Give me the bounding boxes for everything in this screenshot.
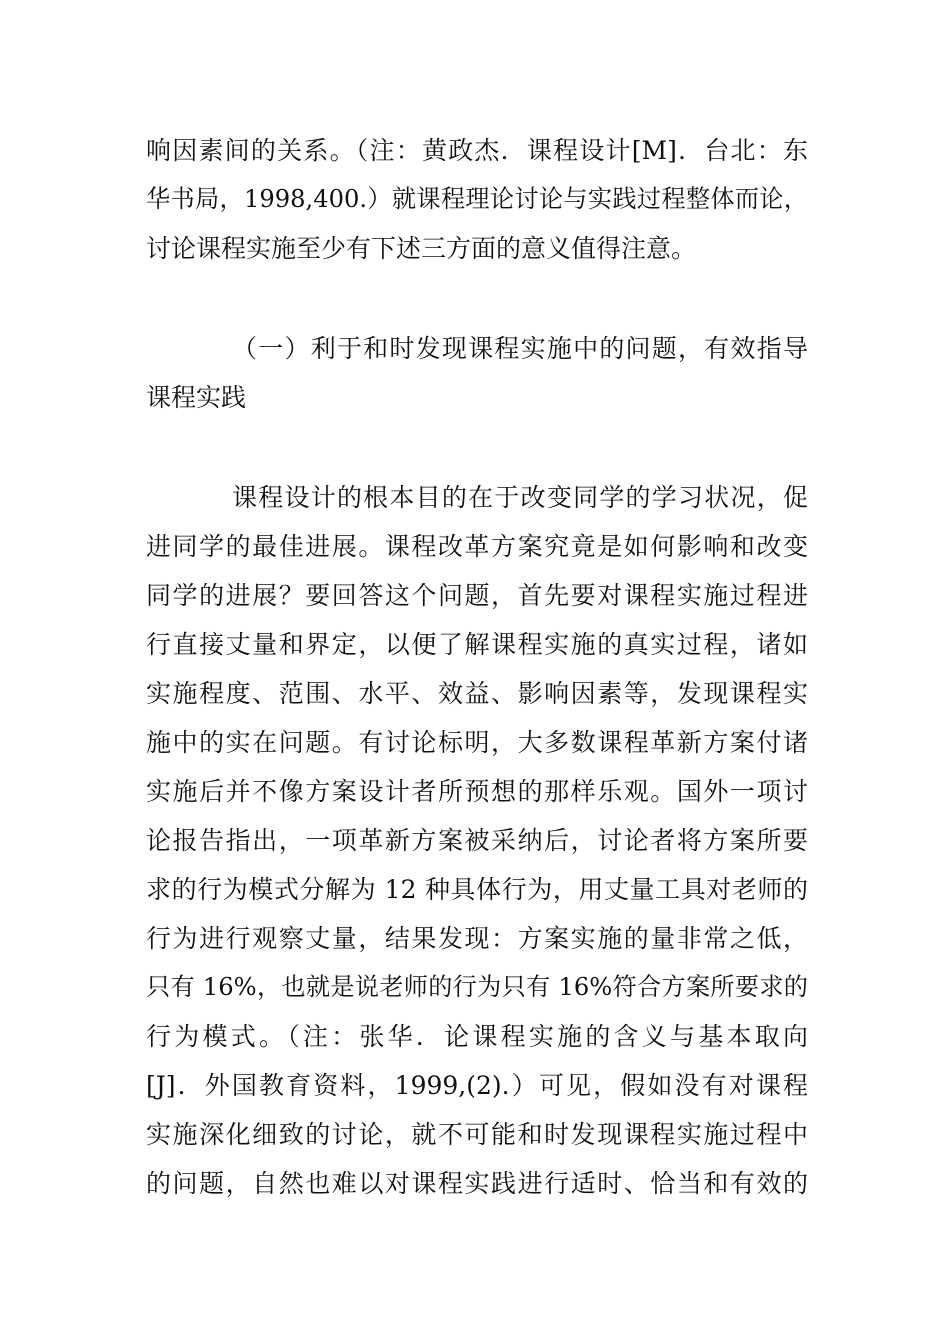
paragraph-line: 论报告指出，一项革新方案被采纳后，讨论者将方案所要: [146, 826, 808, 855]
paragraph-line: 行为进行观察丈量，结果发现：方案实施的量非常之低，: [146, 924, 808, 953]
paragraph-line: 求的行为模式分解为 12 种具体行为，用丈量工具对老师的: [146, 875, 808, 904]
paragraph-line: 实施深化细致的讨论，就不可能和时发现课程实施过程中: [146, 1120, 808, 1149]
paragraph-line: 行直接丈量和界定，以便了解课程实施的真实过程，诸如: [146, 630, 808, 659]
heading-line: （一）利于和时发现课程实施中的问题，有效指导: [232, 334, 808, 363]
paragraph-line: 讨论课程实施至少有下述三方面的意义值得注意。: [146, 234, 697, 263]
paragraph-line: 进同学的最佳进展。课程改革方案究竟是如何影响和改变: [146, 532, 808, 561]
paragraph-line: 响因素间的关系。（注：黄政杰．课程设计[M]．台北：东: [146, 136, 808, 165]
paragraph-line: 行为模式。（注：张华．论课程实施的含义与基本取向: [146, 1022, 808, 1051]
body-paragraph: [146, 473, 808, 1208]
paragraph-line: 只有 16%，也就是说老师的行为只有 16%符合方案所要求的: [146, 973, 808, 1001]
paragraph-line: 施中的实在问题。有讨论标明，大多数课程革新方案付诸: [146, 728, 808, 757]
paragraph-line: 同学的进展？要回答这个问题，首先要对课程实施过程进: [146, 581, 808, 610]
paragraph-line: 实施后并不像方案设计者所预想的那样乐观。国外一项讨: [146, 777, 808, 806]
heading-line: 课程实践: [146, 383, 247, 412]
paragraph-line: 课程设计的根本目的在于改变同学的学习状况，促: [232, 483, 808, 512]
paragraph-line: 的问题，自然也难以对课程实践进行适时、恰当和有效的: [146, 1169, 808, 1198]
paragraph-line: 华书局，1998,400.）就课程理论讨论与实践过程整体而论，: [146, 185, 808, 213]
section-heading: [146, 324, 808, 422]
paragraph-line: [J]．外国教育资料，1999,(2).）可见，假如没有对课程: [146, 1071, 808, 1100]
paragraph-line: 实施程度、范围、水平、效益、影响因素等，发现课程实: [146, 679, 808, 708]
paragraph-continuation: [146, 126, 808, 273]
